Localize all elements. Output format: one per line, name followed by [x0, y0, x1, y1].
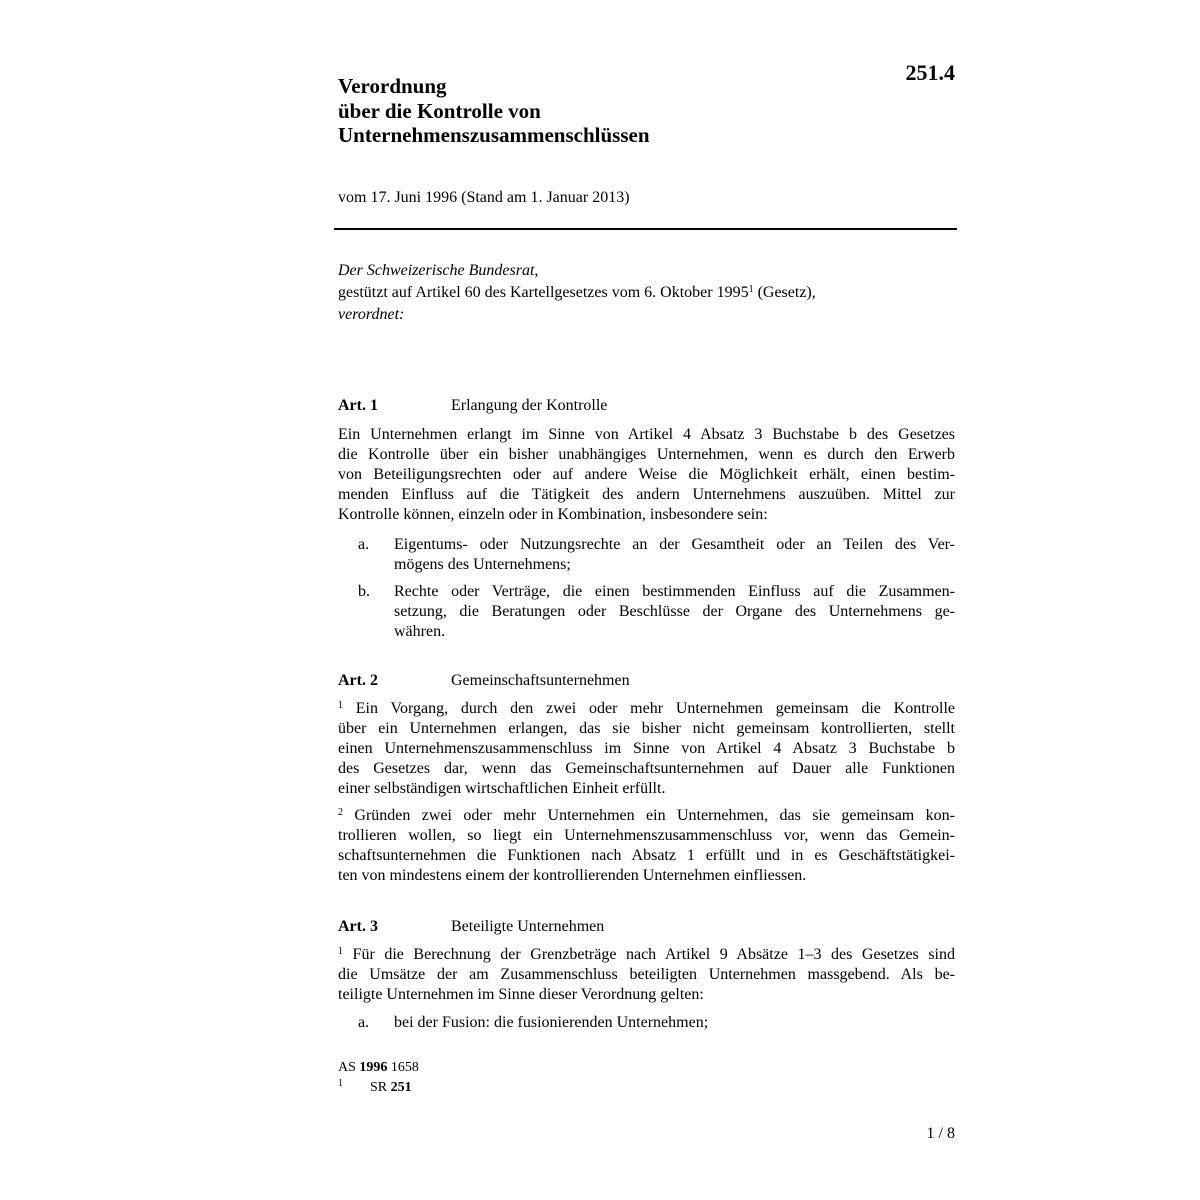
- art2-number: Art. 2: [338, 672, 378, 689]
- art2-paragraph-1: [338, 699, 955, 799]
- item-marker: b.: [358, 583, 370, 600]
- title-line: über die Kontrolle von: [338, 98, 541, 123]
- preamble-basis-suffix: (Gesetz),: [753, 284, 816, 301]
- art1-title: Erlangung der Kontrolle: [451, 397, 608, 414]
- item-marker: a.: [358, 536, 370, 553]
- title-divider: [334, 228, 957, 230]
- preamble: [338, 260, 958, 326]
- text-line: einen Unternehmenszusammenschluss im Sinne von Artikel 4 Absatz 3 Buchstabe b: [338, 740, 955, 757]
- date-line: vom 17. Juni 1996 (Stand am 1. Januar 2013): [338, 189, 630, 206]
- text-line: bei der Fusion: die fusionierenden Unternehmen;: [394, 1014, 709, 1031]
- document-title: [338, 74, 650, 148]
- sr-number: 251.4: [905, 60, 955, 85]
- preamble-enact: verordnet:: [338, 306, 405, 323]
- text-line: $^1$ Ein Vorgang, durch den zwei oder mehr Unternehmen gemeinsam die Kontrolle: [338, 700, 955, 717]
- text-line: die Umsätze der am Zusammenschluss beteiligten Unternehmen massgebend. Als be-: [338, 966, 955, 983]
- text-line: Rechte oder Verträge, die einen bestimmenden Einfluss auf die Zusammen-: [394, 583, 955, 600]
- text-line: die Kontrolle über ein bisher unabhängiges Unternehmen, wenn es durch den Erwerb: [338, 446, 955, 463]
- title-line: Unternehmenszusammenschlüssen: [338, 123, 650, 147]
- text-line: von Beteiligungsrechten oder auf andere Weise die Möglichkeit erhält, einen bestim-: [338, 466, 955, 483]
- text-line: $^2$ Gründen zwei oder mehr Unternehmen ein Unternehmen, das sie gemeinsam kon-: [338, 807, 955, 824]
- art3-number: Art. 3: [338, 918, 378, 935]
- text-line: Eigentums- oder Nutzungsrechte an der Gesamtheit oder an Teilen des Ver-: [394, 536, 955, 553]
- text-line: über ein Unternehmen erlangen, das sie bisher nicht gemeinsam kontrollierten, stellt: [338, 720, 955, 737]
- title-line: Verordnung: [338, 74, 447, 98]
- art1-heading: [338, 396, 607, 416]
- footnote-1: 1 SR 251: [338, 1078, 412, 1095]
- page-number: 1 / 8: [926, 1125, 955, 1142]
- paragraph-number: 2: [338, 807, 343, 818]
- art3-heading: [338, 917, 604, 937]
- text-line: menden Einfluss auf die Tätigkeit des andern Unternehmens auszuüben. Mittel zur: [338, 486, 955, 503]
- art3-title: Beteiligte Unternehmen: [451, 918, 605, 935]
- text-line: setzung, die Beratungen oder Beschlüsse der Organe des Unternehmens ge-: [394, 603, 955, 620]
- as-reference: AS 1996 1658: [338, 1060, 419, 1075]
- art3-paragraph-1: [338, 945, 955, 1005]
- text-line: des Gesetzes dar, wenn das Gemeinschaftsunternehmen auf Dauer alle Funktionen: [338, 760, 955, 777]
- text-line: einer selbständigen wirtschaftlichen Einheit erfüllt.: [338, 780, 666, 797]
- paragraph-number: 1: [338, 700, 343, 711]
- footnote-ref-1[interactable]: 1: [748, 284, 754, 295]
- preamble-basis-text: gestützt auf Artikel 60 des Kartellgesetzes vom 6. Oktober 1995: [338, 284, 749, 301]
- preamble-authority: Der Schweizerische Bundesrat,: [338, 262, 539, 279]
- art2-heading: [338, 671, 630, 691]
- text-line: $^1$ Für die Berechnung der Grenzbeträge nach Artikel 9 Absätze 1–3 des Gesetzes sind: [338, 946, 955, 963]
- art1-body: [338, 425, 955, 525]
- art1-number: Art. 1: [338, 397, 378, 414]
- paragraph-number: 1: [338, 946, 343, 957]
- art2-title: Gemeinschaftsunternehmen: [451, 672, 630, 689]
- text-line: ten von mindestens einem der kontrollierenden Unternehmen einfliessen.: [338, 867, 807, 884]
- item-marker: a.: [358, 1014, 370, 1031]
- text-line: schaftsunternehmen die Funktionen nach Absatz 1 erfüllt und in es Geschäftstätigkei-: [338, 847, 955, 864]
- footnotes: [338, 1058, 419, 1098]
- text-line: mögens des Unternehmens;: [394, 556, 571, 573]
- art2-paragraph-2: [338, 806, 955, 886]
- text-line: Ein Unternehmen erlangt im Sinne von Artikel 4 Absatz 3 Buchstabe b des Gesetzes: [338, 426, 955, 443]
- text-line: Kontrolle können, einzeln oder in Kombination, insbesondere sein:: [338, 506, 768, 523]
- text-line: währen.: [394, 623, 446, 640]
- preamble-basis: [338, 282, 958, 304]
- text-line: teiligte Unternehmen im Sinne dieser Verordnung gelten:: [338, 986, 704, 1003]
- text-line: trollieren wollen, so liegt ein Unternehmenszusammenschluss vor, wenn das Gemein-: [338, 827, 955, 844]
